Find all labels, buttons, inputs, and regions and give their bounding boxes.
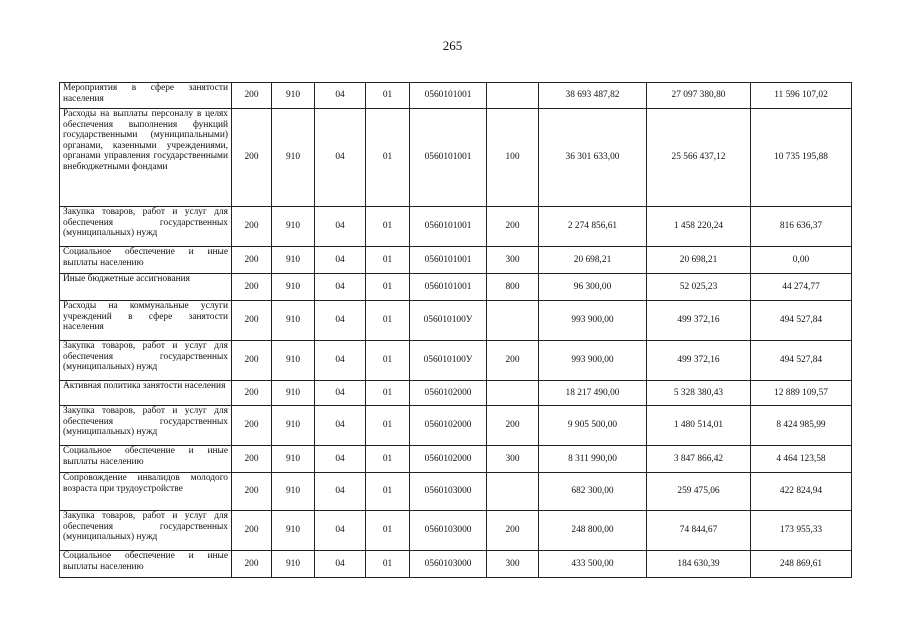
section-cell: 04 <box>315 473 366 511</box>
amount-remaining-cell: 10 735 195,88 <box>751 109 852 207</box>
amount-executed-cell: 259 475,06 <box>647 473 751 511</box>
amount-executed-cell: 52 025,23 <box>647 274 751 301</box>
section-cell: 04 <box>315 83 366 109</box>
section-cell: 04 <box>315 207 366 247</box>
amount-executed-cell: 1 480 514,01 <box>647 406 751 446</box>
amount-remaining-cell: 0,00 <box>751 247 852 274</box>
subsection-cell: 01 <box>366 473 410 511</box>
code-200-cell: 200 <box>232 511 272 551</box>
table-row <box>60 551 852 578</box>
target-code-cell: 0560101001 <box>410 207 487 247</box>
expense-type-cell: 200 <box>487 511 539 551</box>
code-200-cell: 200 <box>232 109 272 207</box>
item-name-cell: Социальное обеспечение и иные выплаты населению <box>60 446 232 473</box>
subsection-cell: 01 <box>366 207 410 247</box>
amount-executed-cell: 184 630,39 <box>647 551 751 578</box>
amount-planned-cell: 8 311 990,00 <box>539 446 647 473</box>
code-200-cell: 200 <box>232 551 272 578</box>
amount-planned-cell: 682 300,00 <box>539 473 647 511</box>
code-200-cell: 200 <box>232 274 272 301</box>
code-200-cell: 200 <box>232 381 272 406</box>
amount-executed-cell: 1 458 220,24 <box>647 207 751 247</box>
expense-type-cell: 300 <box>487 446 539 473</box>
table-row <box>60 341 852 381</box>
section-cell: 04 <box>315 406 366 446</box>
code-200-cell: 200 <box>232 473 272 511</box>
code-910-cell: 910 <box>272 109 315 207</box>
item-name-cell: Закупка товаров, работ и услуг для обеспечения государственных (муниципальных) нужд <box>60 406 232 446</box>
target-code-cell: 0560101001 <box>410 83 487 109</box>
code-910-cell: 910 <box>272 207 315 247</box>
amount-executed-cell: 20 698,21 <box>647 247 751 274</box>
section-cell: 04 <box>315 511 366 551</box>
code-200-cell: 200 <box>232 446 272 473</box>
target-code-cell: 0560102000 <box>410 446 487 473</box>
item-name-cell: Закупка товаров, работ и услуг для обеспечения государственных (муниципальных) нужд <box>60 511 232 551</box>
table-row <box>60 473 852 511</box>
table-body <box>60 83 852 578</box>
amount-planned-cell: 38 693 487,82 <box>539 83 647 109</box>
item-name-cell: Сопровождение инвалидов молодого возраста при трудоустройстве <box>60 473 232 511</box>
amount-remaining-cell: 11 596 107,02 <box>751 83 852 109</box>
code-910-cell: 910 <box>272 341 315 381</box>
code-910-cell: 910 <box>272 511 315 551</box>
target-code-cell: 056010100У <box>410 301 487 341</box>
subsection-cell: 01 <box>366 551 410 578</box>
expense-type-cell <box>487 381 539 406</box>
code-200-cell: 200 <box>232 301 272 341</box>
amount-remaining-cell: 12 889 109,57 <box>751 381 852 406</box>
budget-table <box>59 82 852 578</box>
amount-executed-cell: 25 566 437,12 <box>647 109 751 207</box>
item-name-cell: Расходы на выплаты персоналу в целях обеспечения выполнения функций государственными (муниципальными) органами, казенными учреждениями, органами управления государственными внебюджетными фондами <box>60 109 232 207</box>
amount-remaining-cell: 173 955,33 <box>751 511 852 551</box>
expense-type-cell: 300 <box>487 551 539 578</box>
section-cell: 04 <box>315 109 366 207</box>
expense-type-cell: 200 <box>487 341 539 381</box>
section-cell: 04 <box>315 381 366 406</box>
target-code-cell: 0560101001 <box>410 109 487 207</box>
code-200-cell: 200 <box>232 247 272 274</box>
table-row <box>60 446 852 473</box>
amount-executed-cell: 5 328 380,43 <box>647 381 751 406</box>
item-name-cell: Закупка товаров, работ и услуг для обеспечения государственных (муниципальных) нужд <box>60 207 232 247</box>
subsection-cell: 01 <box>366 511 410 551</box>
code-200-cell: 200 <box>232 406 272 446</box>
table-row <box>60 109 852 207</box>
subsection-cell: 01 <box>366 406 410 446</box>
section-cell: 04 <box>315 301 366 341</box>
item-name-cell: Расходы на коммунальные услуги учреждений в сфере занятости населения <box>60 301 232 341</box>
amount-planned-cell: 18 217 490,00 <box>539 381 647 406</box>
expense-type-cell <box>487 83 539 109</box>
item-name-cell: Социальное обеспечение и иные выплаты населению <box>60 551 232 578</box>
expense-type-cell: 300 <box>487 247 539 274</box>
amount-remaining-cell: 8 424 985,99 <box>751 406 852 446</box>
amount-executed-cell: 499 372,16 <box>647 301 751 341</box>
code-910-cell: 910 <box>272 247 315 274</box>
table-row <box>60 406 852 446</box>
section-cell: 04 <box>315 247 366 274</box>
code-910-cell: 910 <box>272 381 315 406</box>
target-code-cell: 0560103000 <box>410 551 487 578</box>
table-row <box>60 301 852 341</box>
amount-executed-cell: 74 844,67 <box>647 511 751 551</box>
amount-remaining-cell: 422 824,94 <box>751 473 852 511</box>
subsection-cell: 01 <box>366 247 410 274</box>
code-200-cell: 200 <box>232 207 272 247</box>
expense-type-cell: 200 <box>487 406 539 446</box>
amount-planned-cell: 993 900,00 <box>539 301 647 341</box>
amount-remaining-cell: 248 869,61 <box>751 551 852 578</box>
amount-planned-cell: 96 300,00 <box>539 274 647 301</box>
item-name-cell: Иные бюджетные ассигнования <box>60 274 232 301</box>
amount-planned-cell: 433 500,00 <box>539 551 647 578</box>
table-row <box>60 381 852 406</box>
target-code-cell: 0560103000 <box>410 473 487 511</box>
section-cell: 04 <box>315 551 366 578</box>
item-name-cell: Активная политика занятости населения <box>60 381 232 406</box>
amount-remaining-cell: 816 636,37 <box>751 207 852 247</box>
amount-remaining-cell: 44 274,77 <box>751 274 852 301</box>
expense-type-cell <box>487 473 539 511</box>
code-910-cell: 910 <box>272 406 315 446</box>
expense-type-cell: 800 <box>487 274 539 301</box>
expense-type-cell: 100 <box>487 109 539 207</box>
item-name-cell: Закупка товаров, работ и услуг для обеспечения государственных (муниципальных) нужд <box>60 341 232 381</box>
code-910-cell: 910 <box>272 274 315 301</box>
code-910-cell: 910 <box>272 551 315 578</box>
amount-executed-cell: 499 372,16 <box>647 341 751 381</box>
amount-planned-cell: 36 301 633,00 <box>539 109 647 207</box>
target-code-cell: 0560102000 <box>410 381 487 406</box>
target-code-cell: 0560102000 <box>410 406 487 446</box>
amount-planned-cell: 2 274 856,61 <box>539 207 647 247</box>
target-code-cell: 0560103000 <box>410 511 487 551</box>
item-name-cell: Социальное обеспечение и иные выплаты населению <box>60 247 232 274</box>
amount-executed-cell: 3 847 866,42 <box>647 446 751 473</box>
amount-planned-cell: 993 900,00 <box>539 341 647 381</box>
target-code-cell: 056010100У <box>410 341 487 381</box>
table-row <box>60 511 852 551</box>
section-cell: 04 <box>315 274 366 301</box>
section-cell: 04 <box>315 341 366 381</box>
code-910-cell: 910 <box>272 473 315 511</box>
amount-remaining-cell: 4 464 123,58 <box>751 446 852 473</box>
target-code-cell: 0560101001 <box>410 247 487 274</box>
table-row <box>60 207 852 247</box>
code-910-cell: 910 <box>272 301 315 341</box>
subsection-cell: 01 <box>366 341 410 381</box>
subsection-cell: 01 <box>366 301 410 341</box>
amount-remaining-cell: 494 527,84 <box>751 301 852 341</box>
subsection-cell: 01 <box>366 381 410 406</box>
page-number: 265 <box>442 38 463 53</box>
amount-executed-cell: 27 097 380,80 <box>647 83 751 109</box>
amount-remaining-cell: 494 527,84 <box>751 341 852 381</box>
subsection-cell: 01 <box>366 446 410 473</box>
subsection-cell: 01 <box>366 109 410 207</box>
table-row <box>60 274 852 301</box>
code-200-cell: 200 <box>232 83 272 109</box>
amount-planned-cell: 20 698,21 <box>539 247 647 274</box>
item-name-cell: Мероприятия в сфере занятости населения <box>60 83 232 109</box>
expense-type-cell: 200 <box>487 207 539 247</box>
code-200-cell: 200 <box>232 341 272 381</box>
table-row <box>60 247 852 274</box>
target-code-cell: 0560101001 <box>410 274 487 301</box>
expense-type-cell <box>487 301 539 341</box>
subsection-cell: 01 <box>366 274 410 301</box>
table-row <box>60 83 852 109</box>
amount-planned-cell: 9 905 500,00 <box>539 406 647 446</box>
subsection-cell: 01 <box>366 83 410 109</box>
code-910-cell: 910 <box>272 83 315 109</box>
code-910-cell: 910 <box>272 446 315 473</box>
section-cell: 04 <box>315 446 366 473</box>
amount-planned-cell: 248 800,00 <box>539 511 647 551</box>
